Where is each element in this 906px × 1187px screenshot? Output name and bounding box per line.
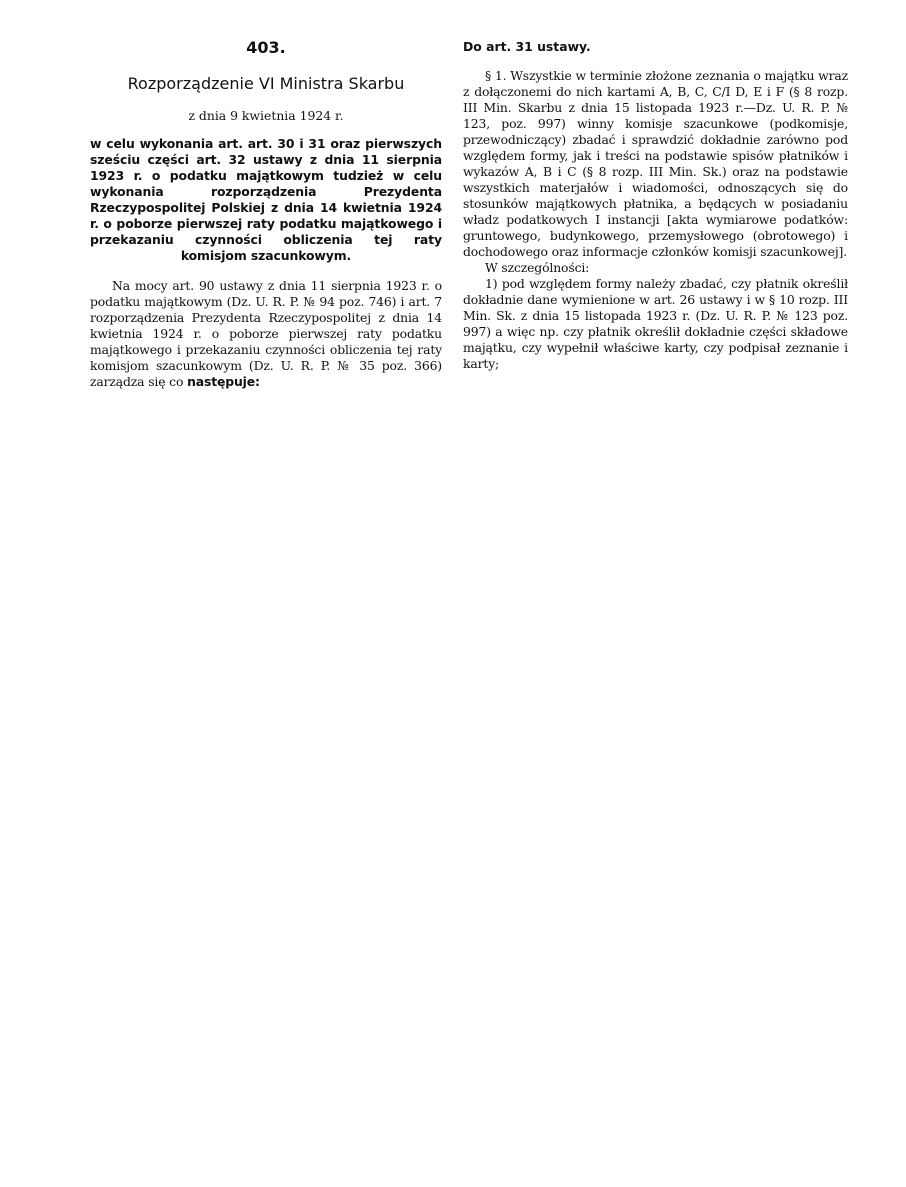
left-column [90,38,442,390]
section-heading: Do art. 31 ustawy. [463,39,591,54]
act-date: z dnia 9 kwietnia 1924 r. [188,108,344,123]
act-number: 403. [246,38,286,57]
act-subject: w celu wykonania art. art. 30 i 31 oraz pierwszych sześciu części art. 32 ustawy z dnia 11 sierpnia 1923 r. o podatku majątkowym tudzież w celu wykonania rozporządzenia Prezydenta Rzeczypospolitej Polskiej z dnia 14 kwietnia 1924 r. o poborze pierwszej raty podatku majątkowego i przekazaniu czynności obliczenia tej raty komisjom szacunkowym. [90,136,442,263]
act-title: Rozporządzenie VI Ministra Skarbu [127,74,405,93]
preamble-text: Na mocy art. 90 ustawy z dnia 11 sierpnia 1923 r. o podatku majątkowym (Dz. U. R. P. № 94 poz. 746) i art. 7 rozporządzenia Prezydenta Rzeczypospolitej z dnia 14 kwietnia 1924 r. o poborze pierwszej raty podatku majątkowego i przekazaniu czynności obliczenia tej raty komisjom szacunkowym (Dz. U. R. P. № 35 poz. 366) zarządza się co [90,278,442,389]
section-1-paragraph: § 1. Wszystkie w terminie złożone zeznania o majątku wraz z dołączonemi do nich kartami A, B, C, C/I D, E i F (§ 8 rozp. III Min. Skarbu z dnia 15 listopada 1923 r.—Dz. U. R. P. № 123, poz. 997) winny komisje szacunkowe (podkomisje, przewodniczący) zbadać i sprawdzić dokładnie zarówno pod względem formy, jak i treści na podstawie spisów płatników i wykazów A, B i C (§ 8 rozp. III Min. Sk.) oraz na podstawie wszystkich materjałów i wiadomości, odnoszących się do stosunków majątkowych płatnika, a będących w posiadaniu władz podatkowych I instancji [akta wymiarowe podatków: gruntowego, budynkowego, przemysłowego (obrotowego) i dochodowego oraz informacje członków komisji szacunkowej]. [463,68,848,259]
in-particular-paragraph: W szczególności: [485,260,590,275]
right-column [463,38,848,372]
point-1-paragraph: 1) pod względem formy należy zbadać, czy płatnik określił dokładnie dane wymienione w art. 26 ustawy i w § 10 rozp. III Min. Sk. z dnia 15 listopada 1923 r. (Dz. U. R. P. № 123 poz. 997) a więc np. czy płatnik określił dokładnie części składowe majątku, czy wypełnił właściwe karty, czy podpisał zeznanie i karty; [463,276,848,371]
preamble [90,278,442,390]
preamble-end: następuje: [187,374,260,389]
